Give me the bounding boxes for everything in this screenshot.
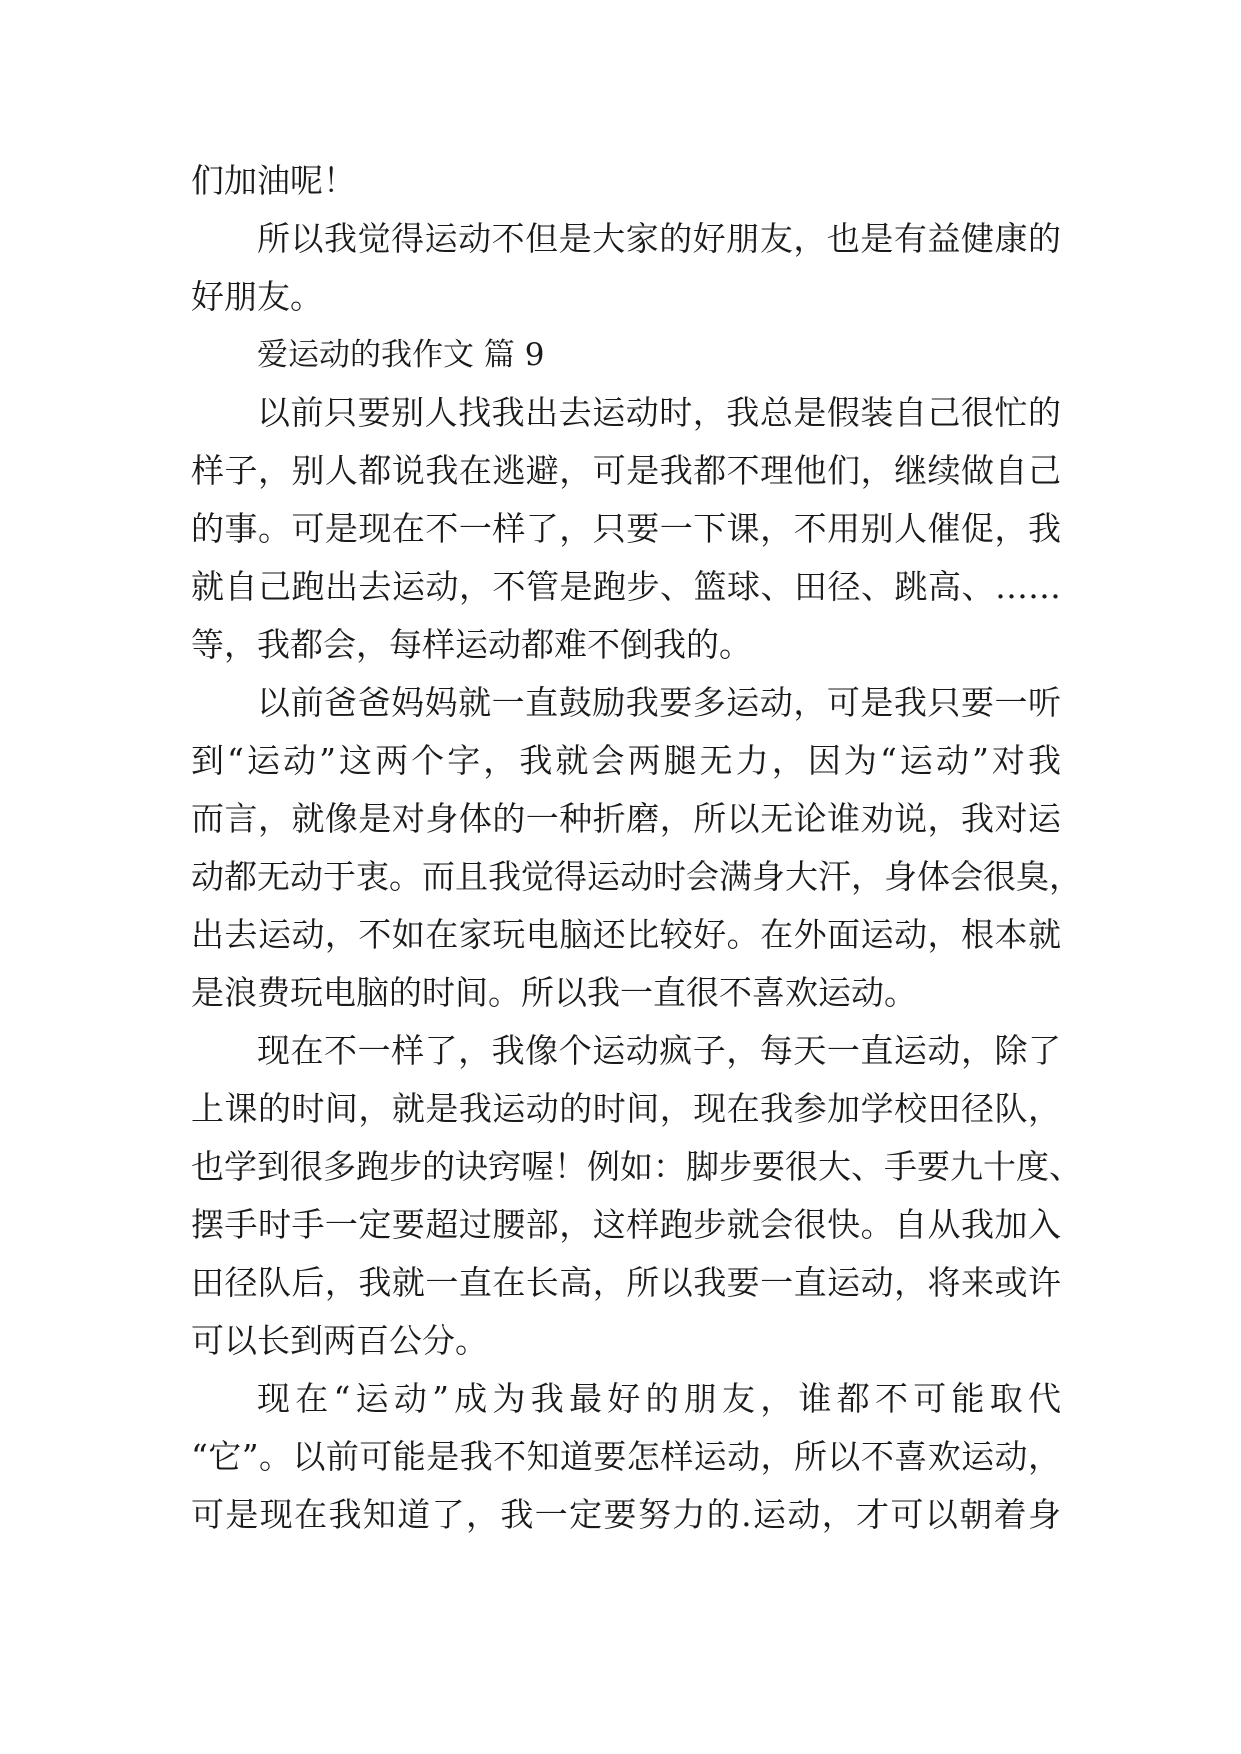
text-line: 田径队后，我就一直在长高，所以我要一直运动，将来或许 (191, 1263, 1061, 1302)
text-line: 的事。可是现在不一样了，只要一下课，不用别人催促，我 (191, 509, 1061, 548)
text-line: 是浪费玩电脑的时间。所以我一直很不喜欢运动。 (191, 973, 917, 1012)
text-line: 而言，就像是对身体的一种折磨，所以无论谁劝说，我对运 (191, 799, 1061, 838)
text-line: 现在不一样了，我像个运动疯子，每天一直运动，除了 (257, 1031, 1061, 1070)
text-line: 以前只要别人找我出去运动时，我总是假装自己很忙的 (257, 393, 1061, 432)
text-line: 们加油呢！ (191, 161, 356, 200)
text-line: 等，我都会，每样运动都难不倒我的。 (191, 625, 752, 664)
text-line: 上课的时间，就是我运动的时间，现在我参加学校田径队， (191, 1089, 1061, 1128)
text-line: 以前爸爸妈妈就一直鼓励我要多运动，可是我只要一听 (257, 683, 1061, 722)
text-line: 也学到很多跑步的诀窍喔！例如：脚步要很大、手要九十度、 (191, 1147, 1082, 1186)
text-line: 所以我觉得运动不但是大家的好朋友，也是有益健康的 (257, 219, 1061, 258)
text-line: “它”。以前可能是我不知道要怎样运动，所以不喜欢运动， (191, 1437, 1061, 1476)
text-line: 动都无动于衷。而且我觉得运动时会满身大汗，身体会很臭， (191, 857, 1082, 896)
text-line: 出去运动，不如在家玩电脑还比较好。在外面运动，根本就 (191, 915, 1061, 954)
essay-body (191, 152, 1082, 1544)
text-line: 就自己跑出去运动，不管是跑步、篮球、田径、跳高、…… (191, 567, 1061, 606)
text-line: 好朋友。 (191, 277, 323, 316)
text-line: 可是现在我知道了，我一定要努力的.运动，才可以朝着身 (191, 1495, 1061, 1534)
text-line: 现在“运动”成为我最好的朋友，谁都不可能取代 (257, 1379, 1061, 1418)
text-line: 到“运动”这两个字，我就会两腿无力，因为“运动”对我 (191, 741, 1061, 780)
text-line: 样子，别人都说我在逃避，可是我都不理他们，继续做自己 (191, 451, 1061, 490)
text-line: 可以长到两百公分。 (191, 1321, 488, 1360)
text-line: 摆手时手一定要超过腰部，这样跑步就会很快。自从我加入 (191, 1205, 1061, 1244)
essay-section-heading: 爱运动的我作文 篇 9 (257, 337, 545, 373)
